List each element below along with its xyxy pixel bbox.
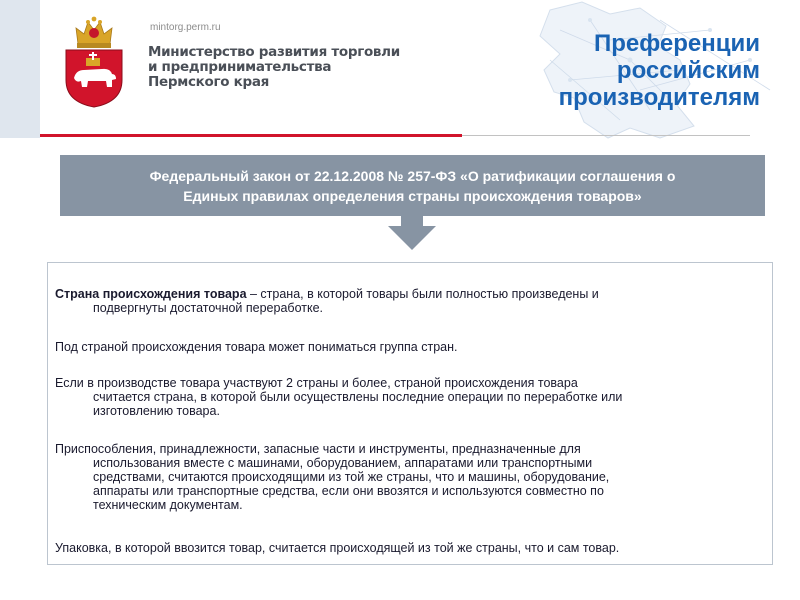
law-reference-line: Федеральный закон от 22.12.2008 № 257-ФЗ «О ратификации соглашения о: [149, 167, 676, 184]
ministry-name-line: и предпринимательства: [148, 59, 332, 75]
law-reference-line: Единых правилах определения страны происхождения товаров»: [183, 187, 642, 204]
header-divider-gray: [462, 135, 750, 136]
slide-title: [559, 30, 760, 111]
left-accent-bar: [0, 0, 40, 138]
paragraph-origin-definition: Страна происхождения товара – страна, в которой товары были полностью произведены и подвергнуты достаточной переработке.: [55, 287, 599, 315]
slide-title-line: Преференции: [593, 30, 760, 57]
ministry-name: [148, 45, 400, 90]
site-url: mintorg.perm.ru: [150, 22, 221, 33]
paragraph-group-of-countries: Под страной происхождения товара может пониматься группа стран.: [55, 340, 458, 354]
paragraph-two-countries: Если в производстве товара участвуют 2 страны и более, страной происхождения товара считается страна, в которой были осуществлены последние операции по переработке или изготовлению товара.: [55, 376, 623, 418]
arrow-down-icon: [388, 216, 436, 250]
term-country-of-origin: Страна происхождения товара: [55, 287, 247, 301]
ministry-name-line: Пермского края: [148, 74, 270, 90]
perm-krai-coat-of-arms-icon: [58, 14, 130, 109]
paragraph-packaging: Упаковка, в которой ввозится товар, считается происходящей из той же страны, что и сам товар.: [55, 541, 620, 555]
law-reference-banner: [60, 155, 765, 216]
header-divider-red: [40, 134, 462, 137]
slide-title-line: производителям: [558, 84, 760, 111]
ministry-name-line: Министерство развития торговли: [148, 44, 400, 60]
slide-title-line: российским: [616, 57, 760, 84]
paragraph-accessories: Приспособления, принадлежности, запасные части и инструменты, предназначенные для использования вместе с машинами, оборудованием, аппаратами или транспортными средствами, считаются происходящими из той же страны, что и машины, оборудование, аппараты или транспортные средства, если они ввозятся и используются совместно по техническим документам.: [55, 442, 610, 512]
